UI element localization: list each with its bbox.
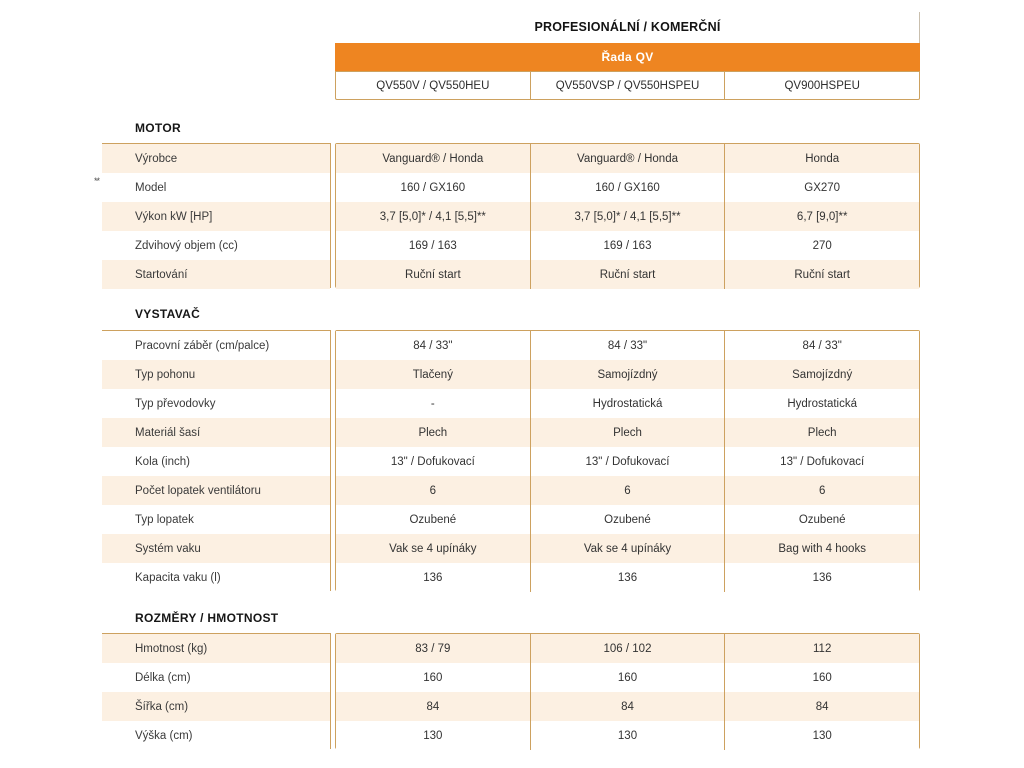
spec-row [336,389,919,418]
spec-value: 106 / 102 [530,634,725,663]
spec-value: Vanguard® / Honda [530,144,725,173]
model-header-row [335,71,920,100]
spec-row-label: Délka (cm) [102,663,330,692]
spec-value: 6 [530,476,725,505]
spec-value: 160 [724,663,919,692]
spec-value: 160 [530,663,725,692]
spec-value: 84 / 33" [530,331,725,360]
spec-value: 13" / Dofukovací [724,447,919,476]
spec-value: 13" / Dofukovací [390,455,475,468]
spec-row-label: Výrobce [102,144,330,173]
spec-value: Plech [530,418,725,447]
spec-value: Hydrostatická [530,389,725,418]
model-column-header: QV900HSPEU [724,72,919,99]
spec-value: 84 [426,700,440,713]
spec-row [336,144,919,173]
spec-value: 136 [423,571,443,584]
spec-row-label: Kola (inch) [102,447,330,476]
spec-value: 13" / Dofukovací [530,447,725,476]
series-band [335,43,920,71]
spec-value: Vanguard® / Honda [382,152,484,165]
spec-row-label: Startování [102,260,330,289]
spec-row [336,331,919,360]
spec-row [336,260,919,289]
spec-row-label: Typ pohonu [102,360,330,389]
spec-row-label: Materiál šasí [102,418,330,447]
spec-row-label: Kapacita vaku (l) [102,563,330,592]
spec-value: 84 [724,692,919,721]
spec-value: Vak se 4 upínáky [530,534,725,563]
spec-row [336,360,919,389]
spec-value-table [335,330,920,591]
section-heading: VYSTAVAČ [135,307,201,321]
spec-value: Plech [418,426,448,439]
spec-row [336,202,919,231]
section-heading: ROZMĚRY / HMOTNOST [135,611,279,625]
spec-value: 83 / 79 [415,642,451,655]
footnote-mark: ** [94,176,100,186]
spec-value: 130 [530,721,725,750]
spec-row-label: Šířka (cm) [102,692,330,721]
spec-value: 160 [423,671,443,684]
spec-value: 84 / 33" [724,331,919,360]
spec-label-column [102,143,331,288]
spec-value: 6,7 [9,0]** [724,202,919,231]
spec-value: Ruční start [724,260,919,289]
spec-value: 130 [423,729,443,742]
spec-row [336,505,919,534]
spec-value: 160 / GX160 [530,173,725,202]
spec-row [336,231,919,260]
spec-row [336,721,919,750]
spec-row [336,447,919,476]
spec-row-label: Model [102,173,330,202]
spec-value: Hydrostatická [724,389,919,418]
spec-value: GX270 [724,173,919,202]
model-column-header: QV550V / QV550HEU [376,79,490,92]
spec-value: 6 [429,484,437,497]
spec-value: 112 [724,634,919,663]
spec-value: Honda [724,144,919,173]
spec-row [336,634,919,663]
spec-value: Ruční start [530,260,725,289]
divider-line [919,12,920,43]
spec-value: Samojízdný [724,360,919,389]
spec-row-label: Pracovní záběr (cm/palce) [102,331,330,360]
spec-row [336,476,919,505]
spec-value: 160 / GX160 [400,181,466,194]
spec-value: Ozubené [724,505,919,534]
spec-value: 169 / 163 [408,239,457,252]
category-title: PROFESIONÁLNÍ / KOMERČNÍ [534,20,721,34]
spec-row [336,663,919,692]
spec-value: 130 [724,721,919,750]
series-label: Řada QV [601,50,654,64]
spec-value: Vak se 4 upínáky [389,542,477,555]
spec-row-label: Počet lopatek ventilátoru [102,476,330,505]
spec-row [336,534,919,563]
spec-value: Samojízdný [530,360,725,389]
spec-value: 3,7 [5,0]* / 4,1 [5,5]** [530,202,725,231]
spec-value: 270 [724,231,919,260]
spec-row-label: Zdvihový objem (cc) [102,231,330,260]
spec-row-label: Systém vaku [102,534,330,563]
spec-value: 136 [724,563,919,592]
spec-value: 84 / 33" [413,339,453,352]
spec-value: Ruční start [405,268,461,281]
spec-value: 169 / 163 [530,231,725,260]
spec-row [336,563,919,592]
spec-value: 6 [724,476,919,505]
spec-row-label: Hmotnost (kg) [102,634,330,663]
spec-value: Bag with 4 hooks [724,534,919,563]
section-heading: MOTOR [135,121,181,135]
spec-value: Plech [724,418,919,447]
spec-value: 136 [530,563,725,592]
spec-value-table [335,633,920,749]
spec-row [336,418,919,447]
spec-row-label: Typ lopatek [102,505,330,534]
spec-value: - [430,397,435,410]
spec-row-label: Typ převodovky [102,389,330,418]
spec-value-table [335,143,920,288]
model-column-header: QV550VSP / QV550HSPEU [530,72,725,99]
spec-row-label: Výkon kW [HP] [102,202,330,231]
spec-value: 3,7 [5,0]* / 4,1 [5,5]** [379,210,486,223]
spec-label-column [102,633,331,749]
spec-label-column [102,330,331,591]
spec-row-label: Výška (cm) [102,721,330,750]
spec-value: Ozubené [530,505,725,534]
spec-value: Tlačený [412,368,453,381]
spec-row [336,692,919,721]
spec-value: 84 [530,692,725,721]
spec-value: Ozubené [409,513,457,526]
spec-row [336,173,919,202]
